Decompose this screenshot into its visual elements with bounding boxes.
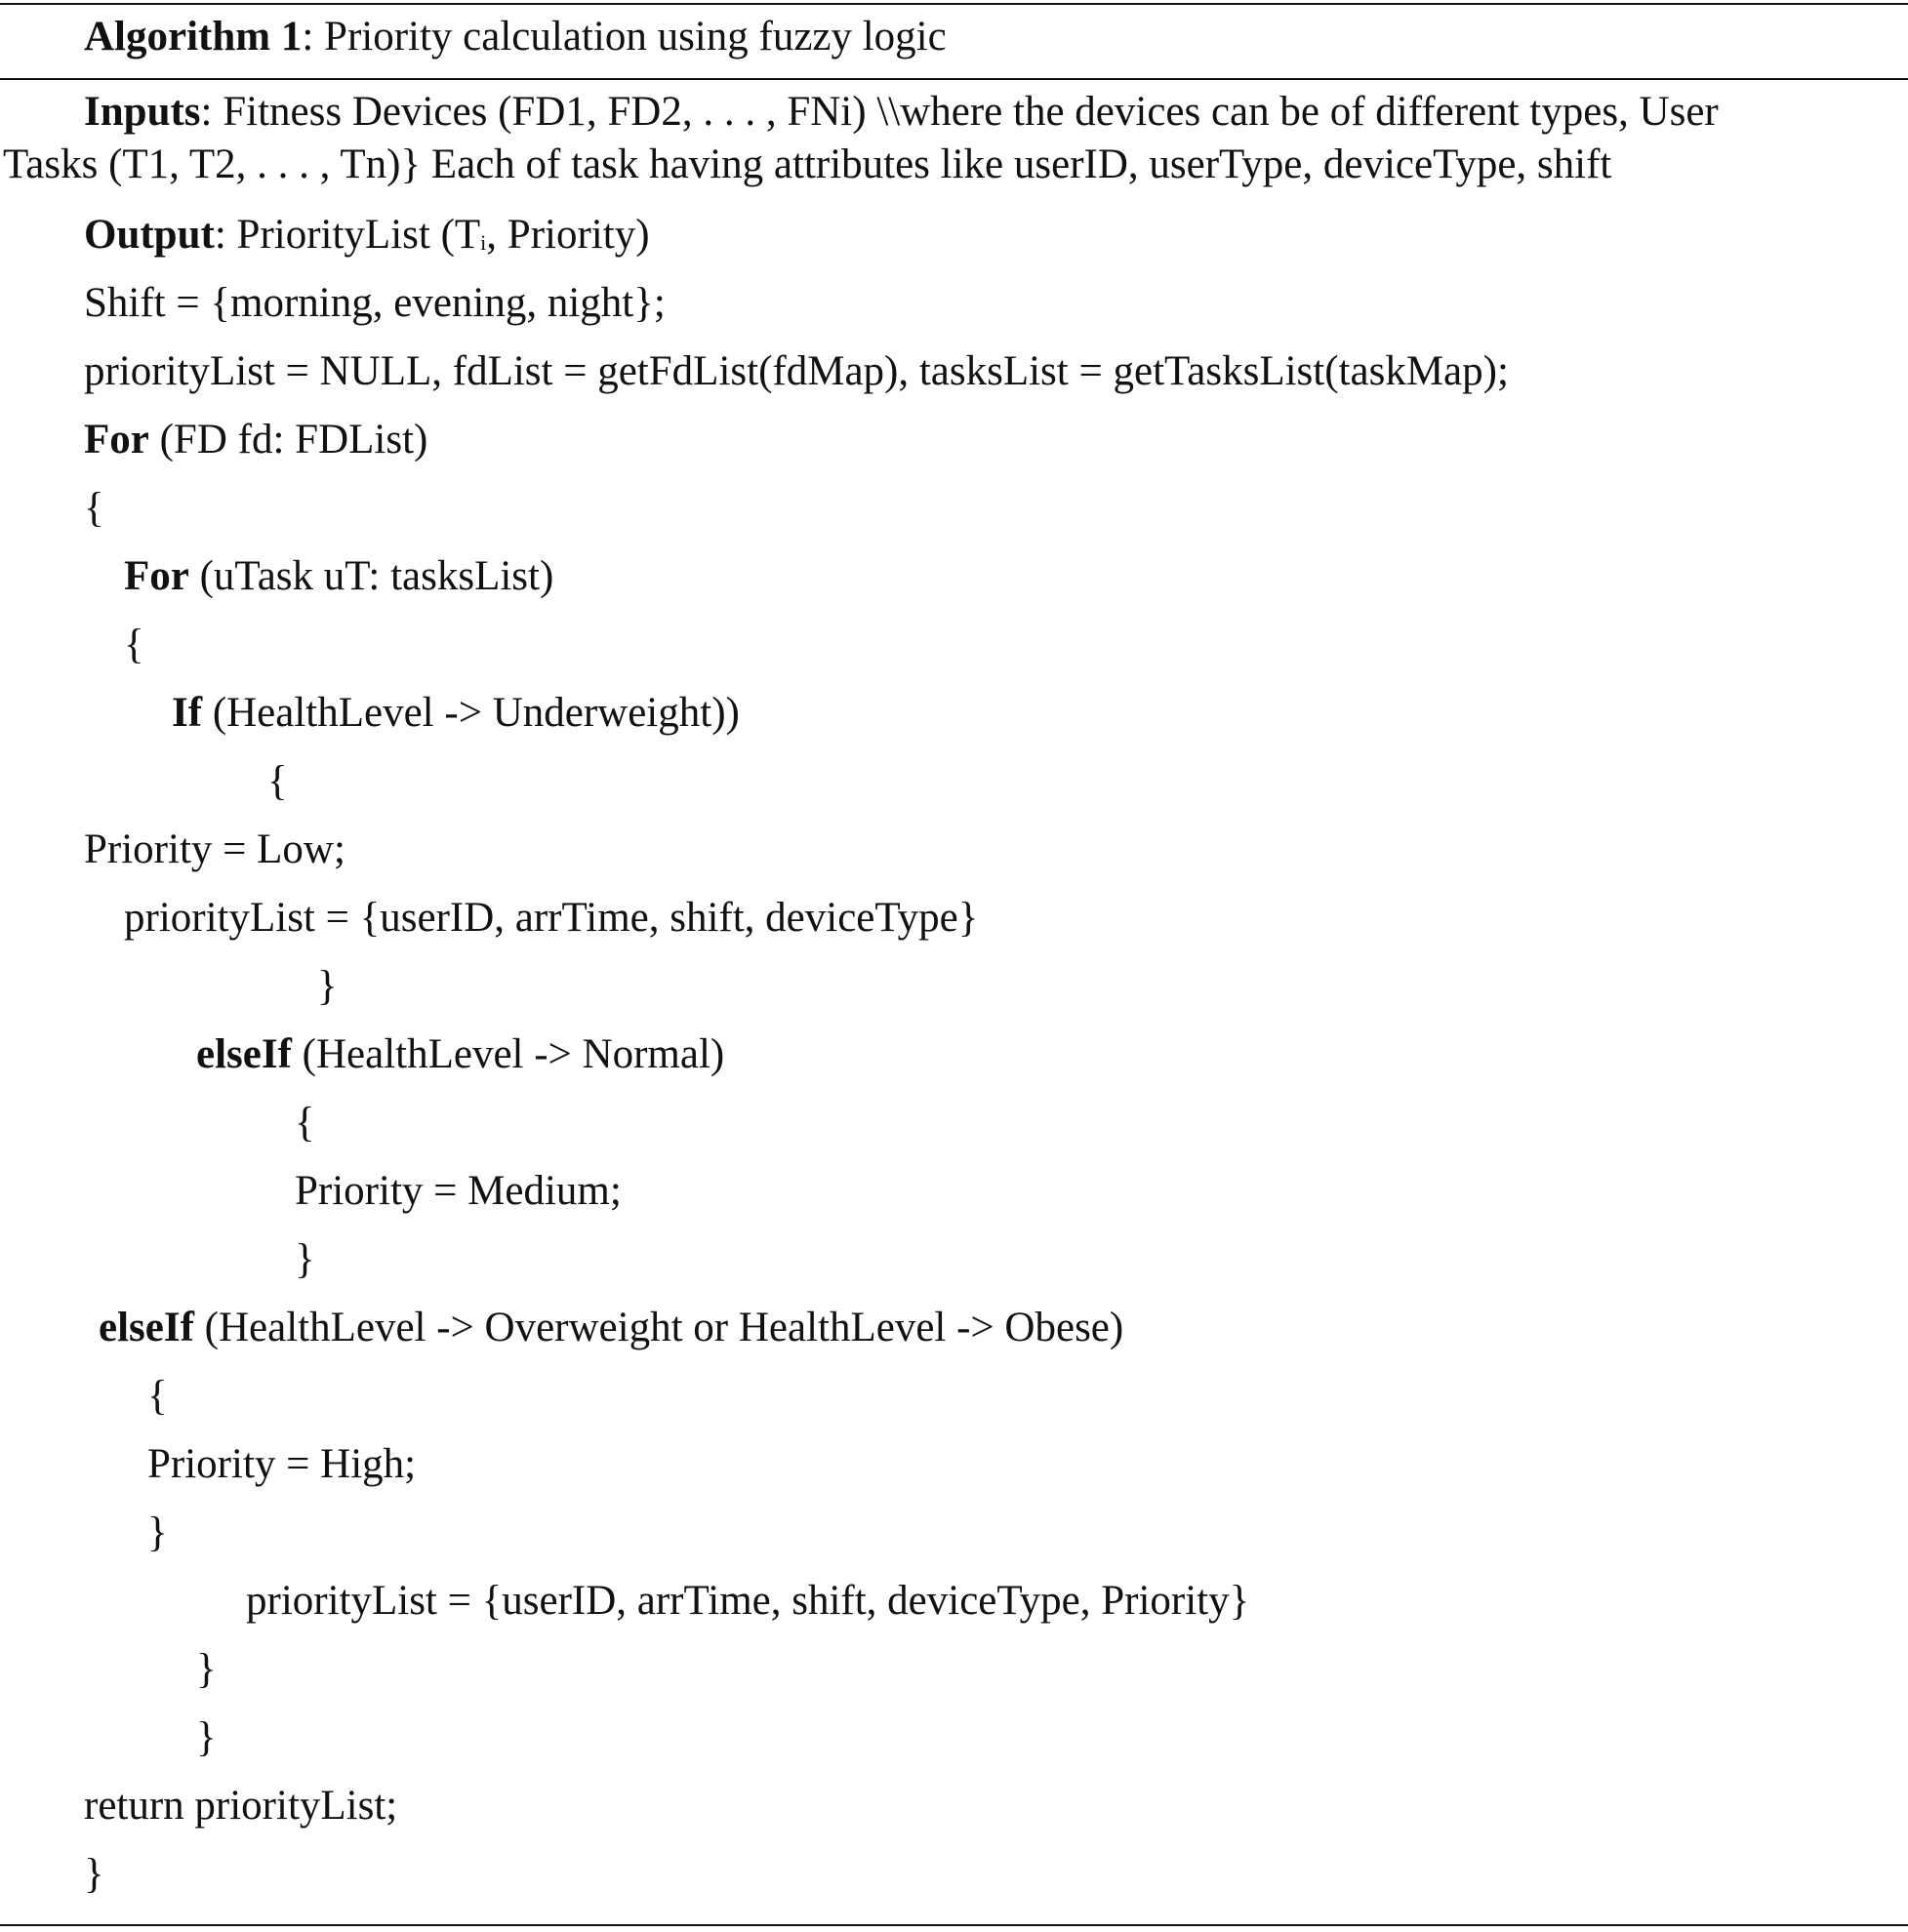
code-line-if-underweight: If (HealthLevel -> Underweight)) — [172, 690, 740, 736]
code-line-shift: Shift = {morning, evening, night}; — [84, 280, 666, 326]
code-brace: } — [196, 1646, 217, 1692]
code-brace: } — [84, 1851, 104, 1897]
code-brace: } — [317, 963, 338, 1009]
code-line-init: priorityList = NULL, fdList = getFdList(fdMap), tasksList = getTasksList(taskMap); — [84, 348, 1509, 394]
top-rule — [0, 3, 1908, 5]
algorithm-caption: : Priority calculation using fuzzy logic — [302, 14, 947, 60]
inputs-line-1: Inputs: Fitness Devices (FD1, FD2, . . . , FNi) \\where the devices can be of different types, User — [84, 89, 1719, 135]
output-line: Output: PriorityList ($T_i$, Priority) — [84, 212, 650, 258]
code-line-elseif-overweight: elseIf (HealthLevel -> Overweight or HealthLevel -> Obese) — [99, 1305, 1124, 1350]
code-line-for-fd: For (FD fd: FDList) — [84, 417, 428, 463]
code-brace: { — [147, 1373, 168, 1419]
code-line-prioritylist-2: priorityList = {userID, arrTime, shift, deviceType, Priority} — [246, 1578, 1250, 1624]
code-line-return: return priorityList; — [84, 1783, 398, 1829]
algorithm-title — [84, 12, 947, 62]
code-brace: } — [295, 1236, 315, 1282]
code-line-priority-high: Priority = High; — [147, 1441, 417, 1487]
code-brace: } — [196, 1714, 217, 1760]
code-line-prioritylist-1: priorityList = {userID, arrTime, shift, deviceType} — [124, 895, 979, 941]
output-label: Output — [84, 212, 215, 258]
code-line-priority-medium: Priority = Medium; — [295, 1168, 622, 1214]
code-brace: { — [267, 758, 288, 804]
code-brace: { — [295, 1100, 315, 1146]
algorithm-number: Algorithm 1 — [84, 14, 303, 60]
bottom-rule — [0, 1924, 1908, 1926]
code-brace: } — [147, 1509, 168, 1555]
code-line-priority-low: Priority = Low; — [84, 826, 345, 872]
code-line-for-task: For (uTask uT: tasksList) — [124, 553, 554, 599]
header-rule — [0, 78, 1908, 80]
inputs-label: Inputs — [84, 89, 201, 135]
inputs-line-2: Tasks (T1, T2, . . . , Tn)} Each of task having attributes like userID, userType, deviceType, shift — [3, 141, 1612, 187]
code-brace: { — [124, 622, 144, 667]
code-brace: { — [84, 485, 104, 531]
code-line-elseif-normal: elseIf (HealthLevel -> Normal) — [196, 1031, 725, 1077]
